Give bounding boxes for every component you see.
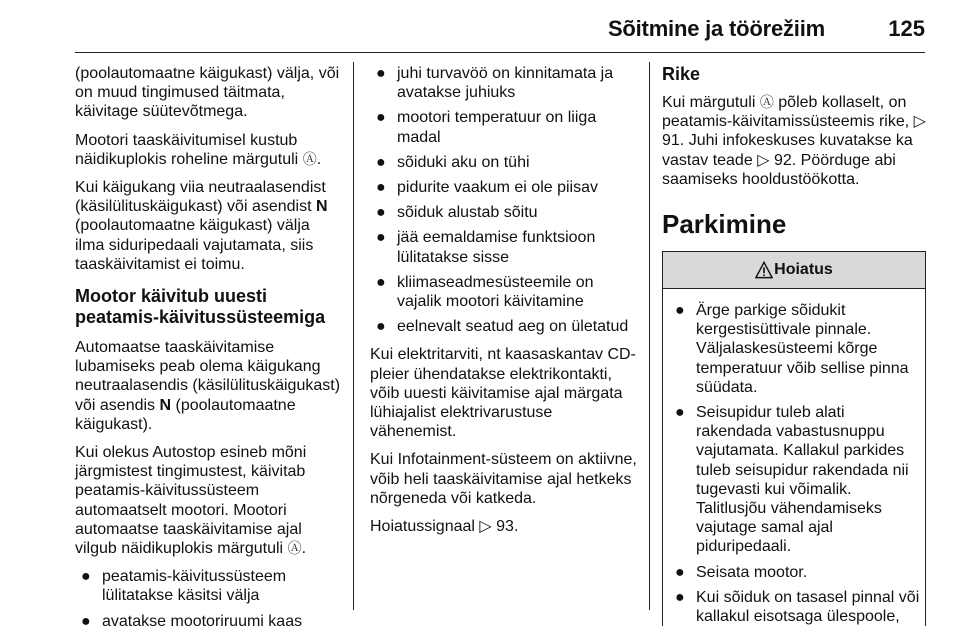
list-item: ● jää eemaldamise funktsioon lülitatakse sisse [376,229,596,266]
paragraph: Kui märgutuli Ⓐ põleb kollaselt, on peatamis-käivitamissüsteemis rike, ▷ 91. Juhi infokeskuses kuvatakse ka vastav teade ▷ 92. Pöörduge abi saamiseks hooldustöökotta. [662,94,926,188]
page-reference-link[interactable]: ▷ 92. [757,151,797,169]
list-item: ● sõiduk alustab sõitu [376,204,538,222]
bullet-list [75,567,343,631]
gear-n-label: N [316,198,328,216]
section-subheading: Mootor käivitub uuesti peatamis-käivitussüsteemiga [75,286,326,328]
page-number: 125 [888,16,925,41]
warning-title: Hoiatus [774,261,833,279]
list-item: ● mootori temperatuur on liiga madal [376,109,597,146]
page-reference-link[interactable]: ▷ 93. [479,518,519,536]
warning-box [662,251,926,626]
list-item: ● Seisata mootor. [675,563,808,581]
bullet-icon: ● [376,318,386,336]
bullet-icon: ● [376,229,386,247]
paragraph: Kui elektritarviti, nt kaasaskantav CD-pleier ühendatakse elektrikontakti, võib uuesti käivitamise ajal märgata lühiajalist elektrivarustuse vähenemist. [370,346,636,441]
column-1 [75,64,343,640]
header-title: Sõitmine ja töörežiim [607,16,825,41]
list-item: ● Ärge parkige sõidukit kergestisüttivale pinnale. Väljalaskesüsteemi kõrge temperatuur võib sellise pinna süüdata. [675,302,909,396]
bullet-icon: ● [81,612,91,630]
page-reference-link[interactable]: ▷ 91. [662,113,926,150]
warning-body [663,289,925,626]
paragraph: Mootori taaskäivitumisel kustub näidikuplokis roheline märgutuli Ⓐ. [75,131,322,168]
column-2 [370,64,638,545]
autostop-indicator-icon: Ⓐ [287,540,302,557]
list-item: ● Seisupidur tuleb alati rakendada vabastusnuppu vajutamata. Kallakul parkides tuleb seisupidur rakendada nii tugevasti kui võimalik. Talitlusjõu vähendamiseks vajutage samal ajal piduripedaali. [675,404,909,556]
gear-n-label: N [159,396,172,414]
bullet-icon: ● [376,65,386,82]
bullet-icon: ● [675,302,685,320]
paragraph: Automaatse taaskäivitamise lubamiseks peab olema käigukang neutraalasendis (käsilülituskäigukast) või asendis N (poolautomaatne käigukast). [75,339,341,433]
bullet-icon: ● [675,588,685,606]
bullet-icon: ● [376,109,386,127]
autostop-indicator-icon: Ⓐ [302,150,317,167]
warning-triangle-icon [755,261,773,279]
bullet-icon: ● [376,204,386,222]
list-item: ● Kui sõiduk on tasasel pinnal või kallakul eisotsaga ülespoole, [675,588,920,626]
bullet-icon: ● [675,563,685,581]
bullet-list [370,64,638,336]
list-item: ● peatamis-käivitussüsteem lülitatakse käsitsi välja [81,568,287,605]
list-item: ● sõiduki aku on tühi [376,153,530,171]
list-item: ● eelnevalt seatud aeg on ületatud [376,318,629,336]
warning-header [663,252,925,289]
bullet-icon: ● [376,153,386,171]
autostop-indicator-icon: Ⓐ [759,94,774,110]
paragraph: Kui Infotainment-süsteem on aktiivne, võib heli taaskäivitamise ajal hetkeks nõrgeneda või katkeda. [370,451,637,507]
paragraph: (poolautomaatne käigukast) välja, või on muud tingimused täitmata, käivitage süütevõtmega. [75,65,340,121]
bullet-icon: ● [81,568,91,586]
paragraph: Kui olekus Autostop esineb mõni järgmistest tingimustest, käivitab peatamis-käivitussüsteem automaatselt mootori. Mootori automaatse taaskäivitamise ajal vilgub näidikuplokis märgutuli Ⓐ. [75,444,307,558]
paragraph: Kui käigukang viia neutraalasendist (käsilülituskäigukast) või asendist N (poolautomaatne käigukast) välja ilma siduripedaali vajutamata, siis taaskäivitamist ei toimu. [75,179,328,273]
bullet-icon: ● [376,273,386,291]
paragraph: Hoiatussignaal ▷ 93. [370,518,519,536]
section-heading-parkimine: Parkimine [662,209,787,240]
list-item: ● avatakse mootoriruumi kaas [81,612,303,630]
bullet-icon: ● [376,179,386,197]
list-item: ● kliimaseadmesüsteemile on vajalik mootori käivitamine [376,273,594,311]
column-divider-1 [353,62,354,610]
column-3 [662,64,926,635]
list-item: ● juhi turvavöö on kinnitamata ja avatakse juhiuks [376,65,614,102]
page-header [75,0,925,53]
section-heading-rike: Rike [662,64,701,84]
list-item: ● pidurite vaakum ei ole piisav [376,179,598,197]
column-divider-2 [649,62,650,610]
bullet-icon: ● [675,404,685,422]
bullet-list [669,301,921,626]
